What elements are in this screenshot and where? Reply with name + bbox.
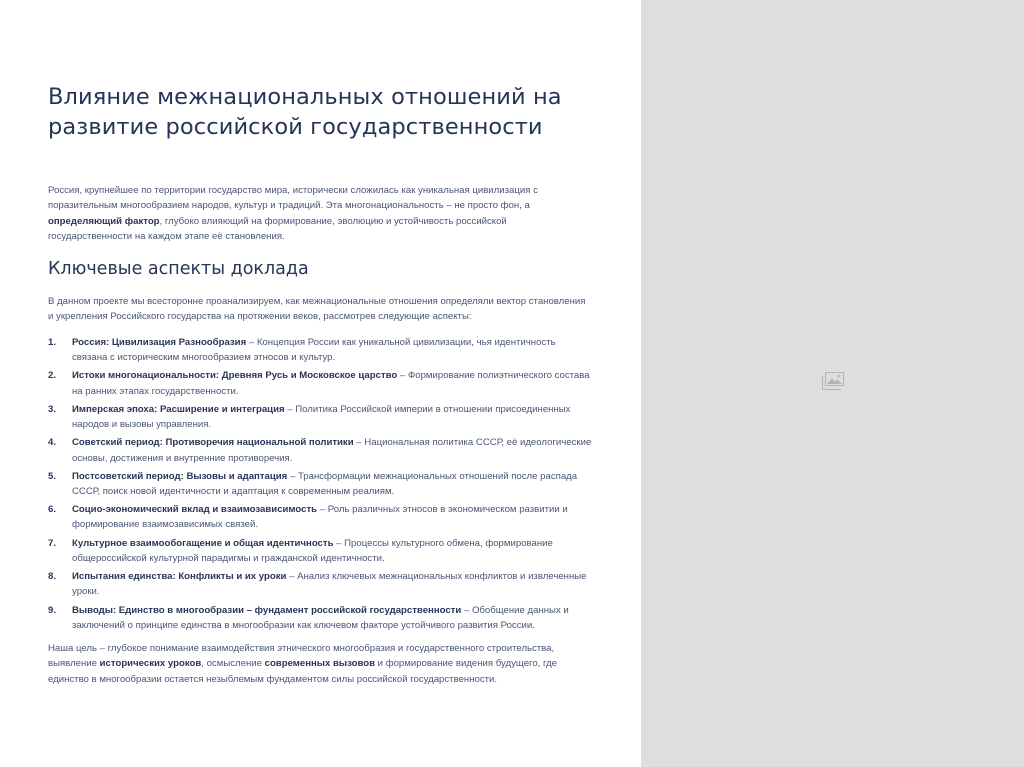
list-item-desc: – Процессы культурного обмена, формирование общероссийской культурной парадигмы и гражданской идентичности.	[72, 537, 553, 564]
list-item-desc: – Национальная политика СССР, её идеологические основы, достижения и внутренние противоречия.	[72, 437, 592, 464]
list-item-title: Испытания единства: Конфликты и их уроки	[72, 571, 287, 583]
list-item-title: Россия: Цивилизация Разнообразия	[72, 337, 247, 348]
list-item-text	[72, 335, 593, 366]
intro-text-2: , глубоко влияющий на формирование, эволюцию и устойчивость российской государственности на каждом этапе её становления.	[48, 215, 507, 242]
list-item-title: Имперская эпоха: Расширение и интеграция	[72, 403, 285, 415]
section-subtitle: Ключевые аспекты доклада	[48, 259, 309, 279]
list-item-title: Социо-экономический вклад и взаимозависимость	[72, 504, 318, 516]
list-item	[48, 368, 593, 399]
list-item	[48, 435, 593, 466]
intro-text-1: Россия, крупнейшее по территории государство мира, исторически сложилась как уникальная цивилизация с поразительным многообразием народов, культур и традиций. Эта многонациональность – не просто фон, а	[48, 185, 538, 212]
closing-text-2: , осмысление	[201, 658, 265, 670]
closing-text-3: и формирование видения будущего, где единство в многообразии остается незыблемым фундаментом силы российской государственности.	[48, 658, 558, 685]
list-item-desc: – Обобщение данных и заключений о принципе единства в многообразии как ключевом факторе устойчивого развития России.	[72, 604, 569, 631]
list-item-number: 1.	[48, 337, 57, 348]
list-item-text	[72, 368, 593, 399]
list-item-number: 9.	[48, 604, 57, 616]
list-item	[48, 469, 593, 500]
aspects-list	[48, 335, 593, 636]
list-item	[48, 335, 593, 366]
list-item-text	[72, 469, 593, 500]
list-item-desc: – Политика Российской империи в отношении присоединенных народов и вызовы управления.	[72, 403, 571, 431]
image-placeholder-icon	[822, 372, 844, 390]
slide-title: Влияние межнациональных отношений на развитие российской государственности	[48, 84, 562, 140]
list-item-title: Истоки многонациональности: Древняя Русь и Московское царство	[72, 370, 398, 382]
closing-bold-1: исторических уроков	[99, 658, 202, 670]
list-item-text	[72, 402, 593, 433]
list-item-desc: – Формирование полиэтнического состава на ранних этапах государственности.	[72, 370, 590, 397]
list-item-number: 5.	[48, 470, 57, 482]
list-item	[48, 402, 593, 433]
list-item-number: 3.	[48, 403, 57, 415]
list-item-desc: – Анализ ключевых межнациональных конфликтов и извлеченные уроки.	[72, 571, 587, 598]
list-item-number: 4.	[48, 437, 57, 449]
list-item-text	[72, 435, 593, 466]
list-item-title: Постсоветский период: Вызовы и адаптация	[72, 470, 288, 482]
list-item	[48, 603, 593, 634]
lead-paragraph: В данном проекте мы всесторонне проанализируем, как межнациональные отношения определяли вектор становления и укрепления Российского государства на протяжении веков, рассмотрев следующие аспекты:	[48, 296, 586, 323]
list-item-title: Советский период: Противоречия национальной политики	[72, 437, 354, 449]
list-item	[48, 502, 593, 533]
list-item-number: 6.	[48, 504, 57, 516]
list-item-desc: – Роль различных этносов в экономическом развитии и формирование взаимозависимых связей.	[72, 504, 568, 531]
closing-text-1: Наша цель – глубокое понимание взаимодействия этнического многообразия и государственного строительства, выявление	[48, 643, 555, 670]
list-item-number: 8.	[48, 571, 57, 583]
list-item-title: Выводы: Единство в многообразии – фундамент российской государственности	[72, 604, 462, 616]
list-item	[48, 569, 593, 600]
list-item-number: 7.	[48, 537, 57, 549]
list-item-title: Культурное взаимообогащение и общая идентичность	[72, 537, 334, 549]
intro-paragraph	[48, 183, 593, 244]
list-item-desc: – Трансформации межнациональных отношений после распада СССР, поиск новой идентичности и адаптация к современным реалиям.	[72, 470, 578, 498]
list-item	[48, 536, 593, 567]
intro-bold-1: определяющий фактор	[48, 215, 160, 227]
list-item-text	[72, 603, 593, 634]
closing-bold-2: современных вызовов	[264, 658, 375, 670]
list-item-text	[72, 569, 593, 600]
list-item-text	[72, 502, 593, 533]
list-item-text	[72, 536, 593, 567]
list-item-desc: – Концепция России как уникальной цивилизации, чья идентичность связана с историческим многообразием этносов и культур.	[72, 337, 556, 364]
closing-paragraph	[48, 641, 593, 687]
list-item-number: 2.	[48, 370, 57, 382]
